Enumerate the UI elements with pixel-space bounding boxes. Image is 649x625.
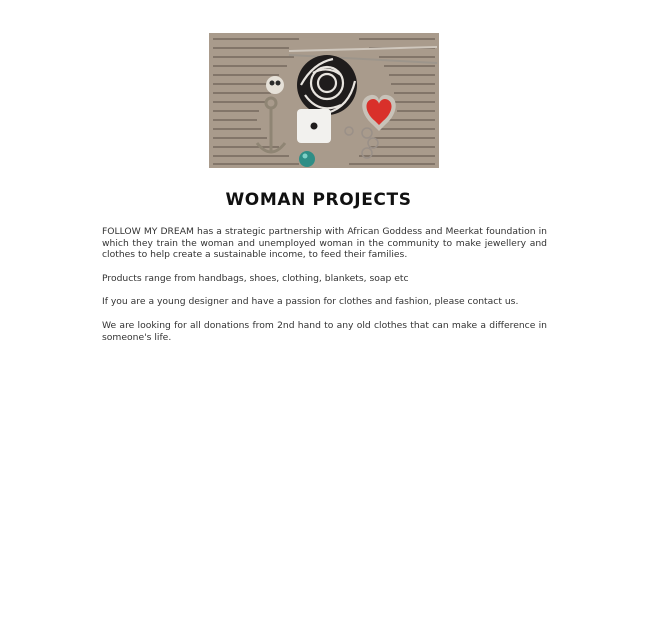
designer-paragraph: If you are a young designer and have a passion for clothes and fashion, please contact us. [102, 296, 519, 308]
project-description [102, 226, 547, 355]
products-paragraph: Products range from handbags, shoes, clothing, blankets, soap etc [102, 272, 409, 284]
page-title: WOMAN PROJECTS [225, 190, 412, 210]
jewellery-photo [209, 33, 439, 168]
intro-paragraph: FOLLOW MY DREAM has a strategic partnership with African Goddess and Meerkat foundation in which they train the woman and unemployed woman in the community to make jewellery and clothes to help create a sustainable income, to feed their families. [102, 226, 547, 261]
donations-paragraph: We are looking for all donations from 2nd hand to any old clothes that can make a difference in someone's life. [102, 319, 547, 343]
